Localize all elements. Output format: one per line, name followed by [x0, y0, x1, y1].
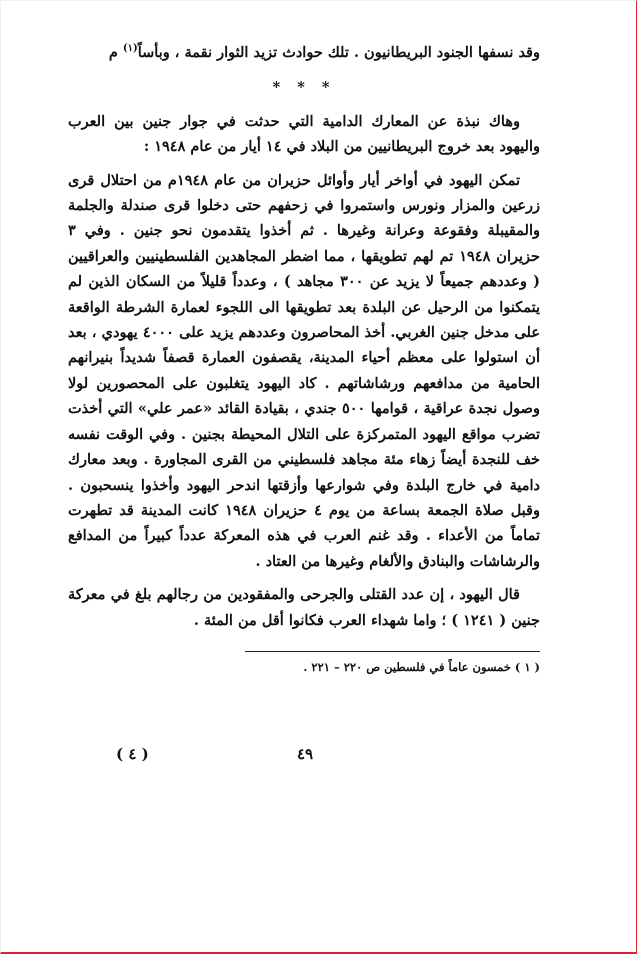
section-separator: * * *: [272, 79, 336, 97]
footnote-reference: (١): [122, 43, 138, 55]
opening-line-end: م: [108, 44, 123, 61]
paragraph-casualties: قال اليهود ، إن عدد القتلى والجرحى والمفقودين من رجالهم بلغ في معركة جنين ( ١٢٤١ ) ؛ واما شهداء العرب فكانوا أقل من المئة .: [68, 586, 540, 629]
page-number: ٤٩: [297, 745, 314, 763]
chapter-page-number: ( ٤ ): [116, 745, 149, 763]
document-page: [68, 40, 540, 676]
footnote-divider: [245, 651, 540, 652]
opening-line: [68, 40, 540, 65]
opening-line-text: وقد نسفها الجنود البريطانيون . تلك حوادث تزيد الثوار نقمة ، وبأساً: [137, 44, 540, 61]
footnote: ( ١ ) خمسون عاماً في فلسطين ص ٢٢٠ – ٢٢١ .: [303, 659, 540, 674]
paragraph-intro: وهاك نبذة عن المعارك الدامية التي حدثت في جوار جنين بين العرب واليهود بعد خروج البريطانيين من البلاد في ١٤ أيار من عام ١٩٤٨ :: [68, 112, 540, 156]
paragraph-battle: تمكن اليهود في أواخر أيار وأوائل حزيران من عام ١٩٤٨م من احتلال قرى زرعين والمزار ونورس واستمروا في زحفهم حتى دخلوا قرى صندلة والجلمة والمقيبلة وفقوعة وعرانة وغيرها . ثم أخذوا يتقدمون نحو جنين . وفي ٣ حزيران ١٩٤٨ تم لهم تطويقها ، مما اضطر المجاهدين الفلسطينيين والعراقيين ( وعددهم جميعاً لا يزيد عن ٣٠٠ مجاهد ) ، وعدداً قليلاً من السكان الذين لم يتمكنوا من الرحيل عن البلدة بعد تطويقها الى اللجوء لعمارة الشرطة الواقعة على مدخل جنين الغربي. أخذ المحاصرون وعددهم يزيد على ٤٠٠٠ يهودي ، بعد أن استولوا على معظم أحياء المدينة، يقصفون العمارة قصفاً شديداً بنيرانهم الحامية من مدافعهم ورشاشاتهم . كاد اليهود يتغلبون على المحصورين لولا وصول نجدة عراقية ، قوامها ٥٠٠ جندي ، بقيادة القائد «عمر علي» التي أخذت تضرب مواقع اليهود المتمركزة على التلال المحيطة بجنين . وفي الوقت نفسه خف للنجدة أيضاً زهاء مئة مجاهد فلسطيني من القرى المجاورة . وبعد معارك دامية في خارج البلدة وفي شوارعها وأزقتها اندحر اليهود وأخذوا ينسحبون . وقبل صلاة الجمعة بساعة من يوم ٤ حزيران ١٩٤٨ كانت المدينة قد تطهرت تماماً من الأعداء . وقد غنم العرب في هذه المعركة عدداً كبيراً من المدافع والرشاشات والبنادق والألغام وغيرها من العتاد .: [68, 171, 540, 570]
